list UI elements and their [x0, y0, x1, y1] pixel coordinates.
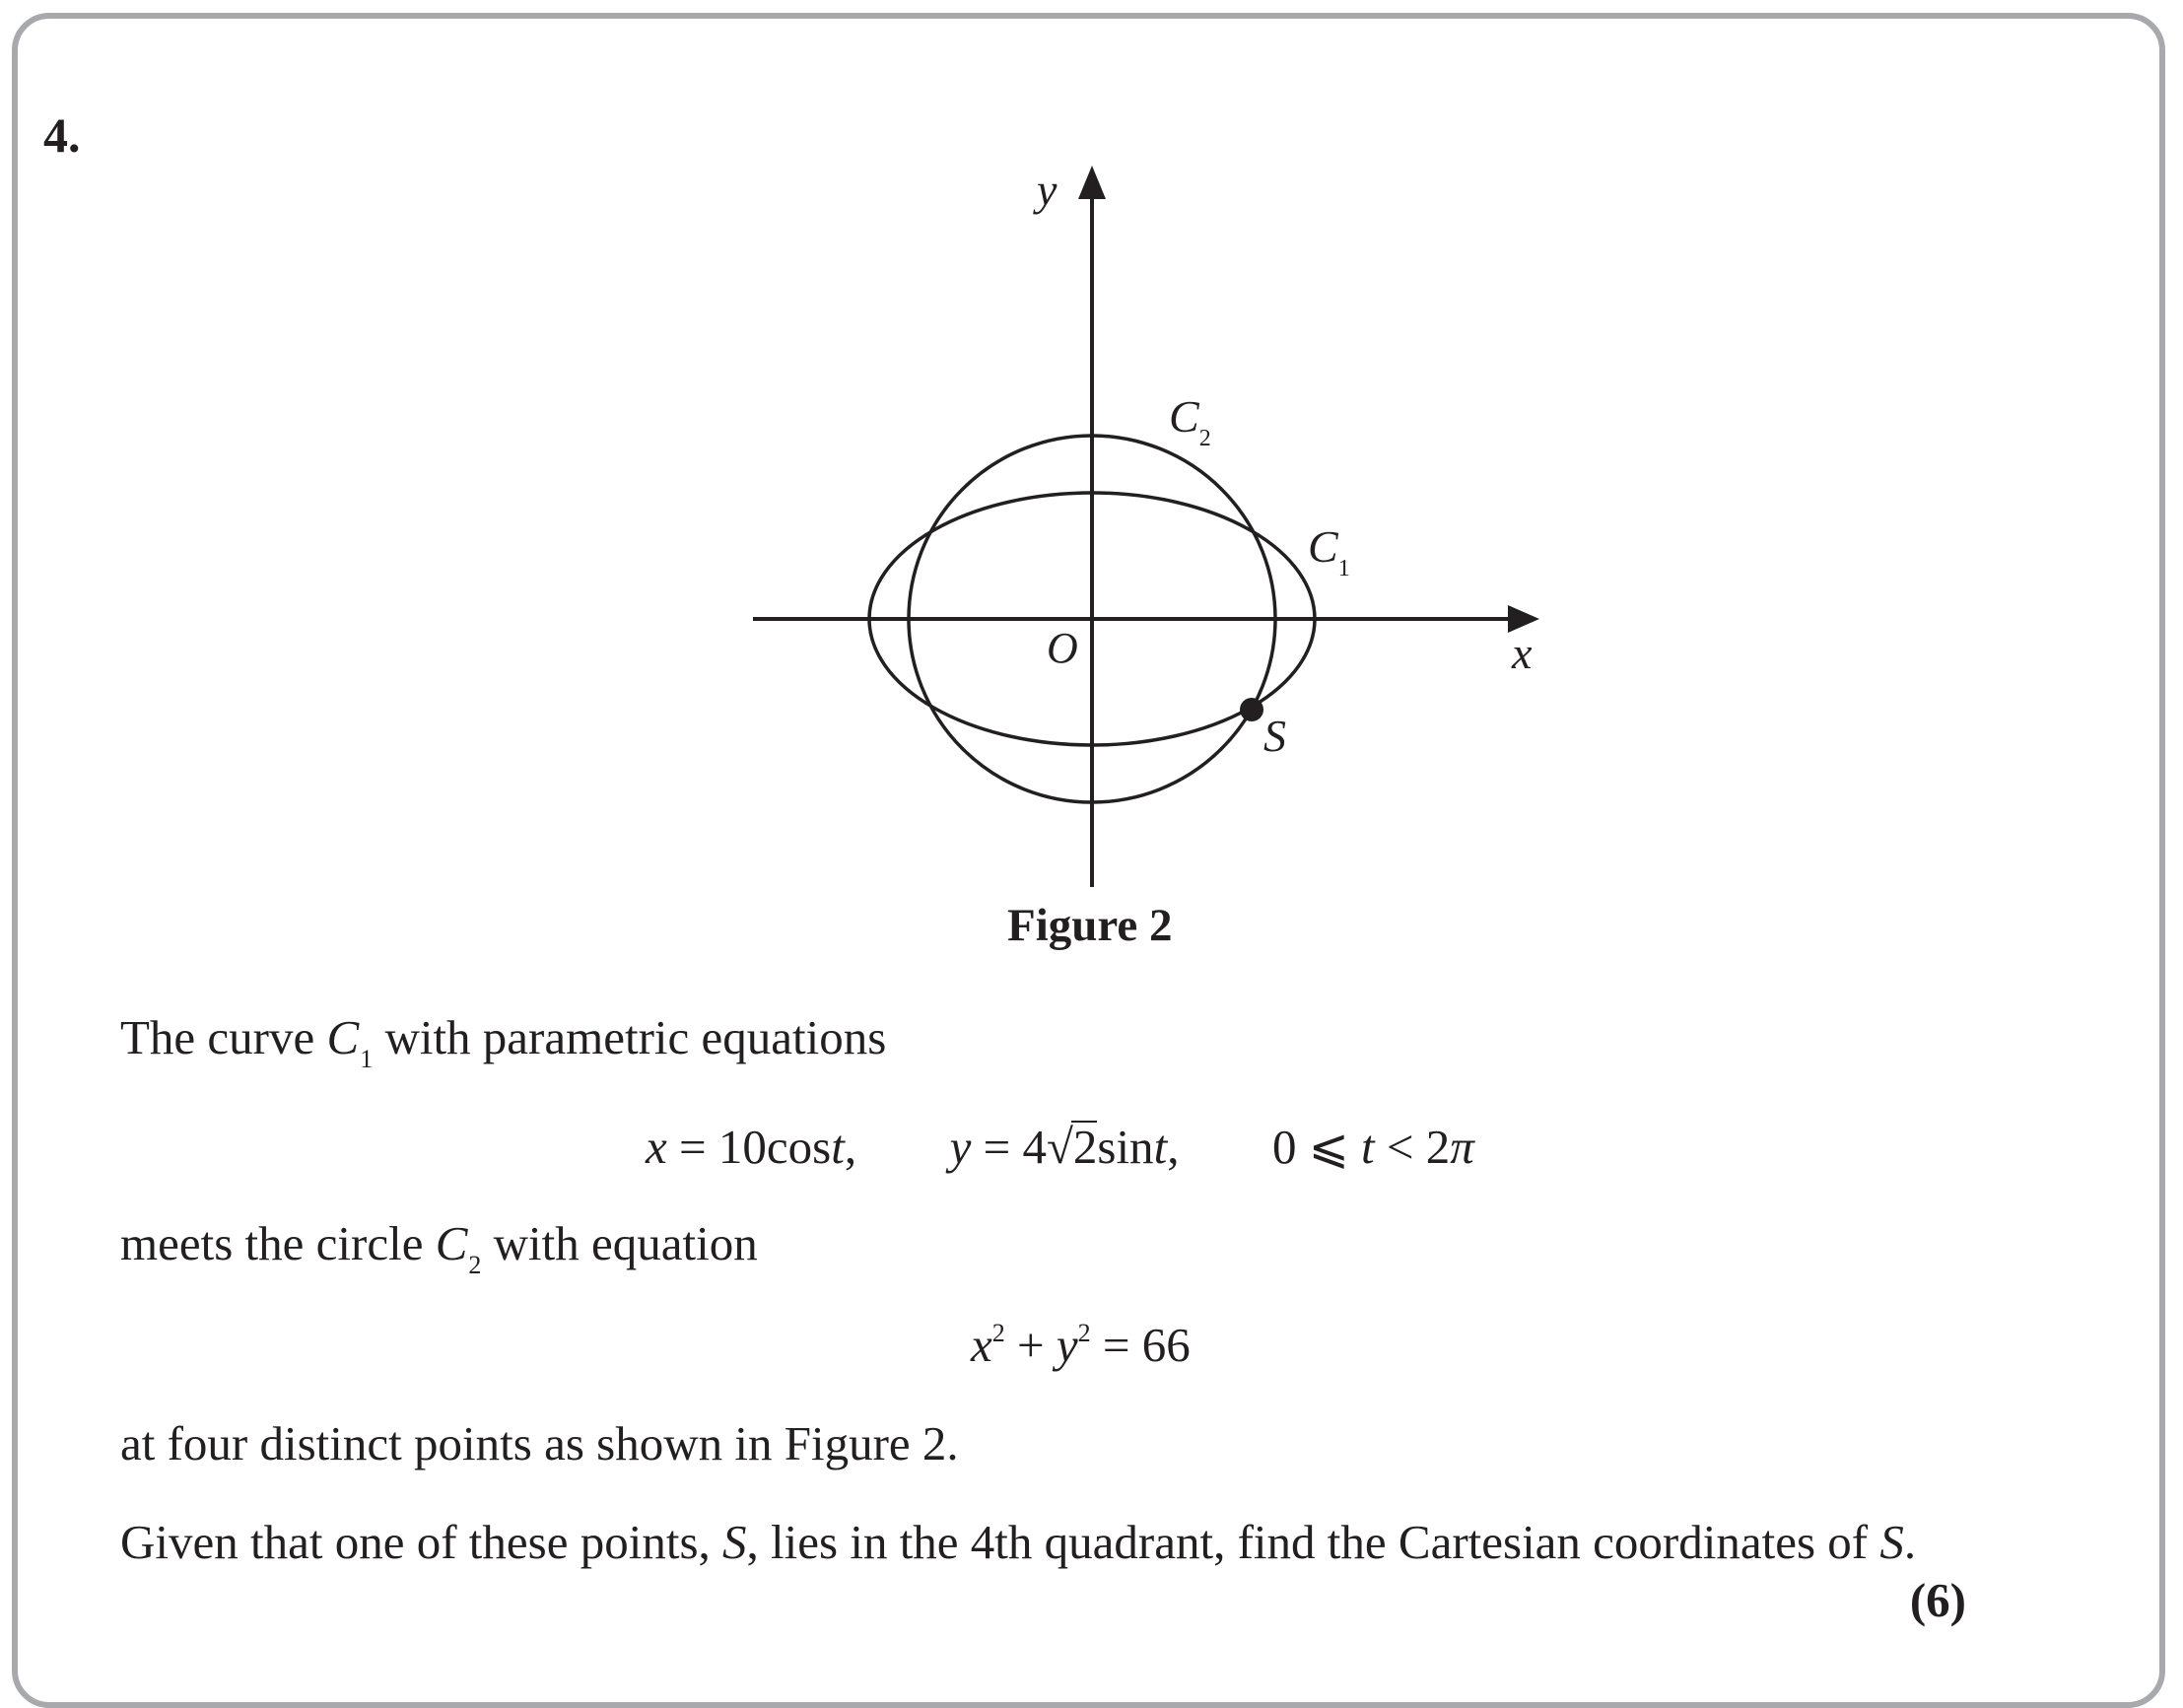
circle-equation: $x^2 + y^2 = 66$	[971, 1318, 1191, 1372]
text-line-4: Given that one of these points, S, lies in the 4th quadrant, find the Cartesian coordinates of S.	[120, 1515, 1917, 1569]
y-axis-label: y	[1037, 165, 1057, 215]
point-s	[1240, 698, 1263, 721]
point-s-label: S	[1263, 711, 1286, 761]
figure-caption: Figure 2	[1007, 900, 1173, 951]
marks-label: (6)	[1909, 1573, 1966, 1627]
text-line-3: at four distinct points as shown in Figure 2.	[120, 1416, 959, 1470]
origin-label: O	[1047, 624, 1078, 672]
text-line-1: The curve $C_1$ with parametric equations	[120, 1010, 887, 1073]
question-number: 4.	[43, 107, 81, 163]
c1-label: $C_1$	[1308, 521, 1350, 581]
text-line-2: meets the circle $C_2$ with equation	[120, 1216, 758, 1279]
c2-label-sub: 2	[1198, 426, 1211, 451]
c1-label-sub: 1	[1337, 556, 1350, 581]
c2-label: $C_2$	[1169, 391, 1211, 451]
parametric-equations: x = 10cost, y = 4√2sint, 0 ⩽ t < 2π	[646, 1120, 1474, 1174]
y-axis-arrow	[1078, 166, 1106, 199]
x-axis-label: x	[1512, 628, 1533, 678]
